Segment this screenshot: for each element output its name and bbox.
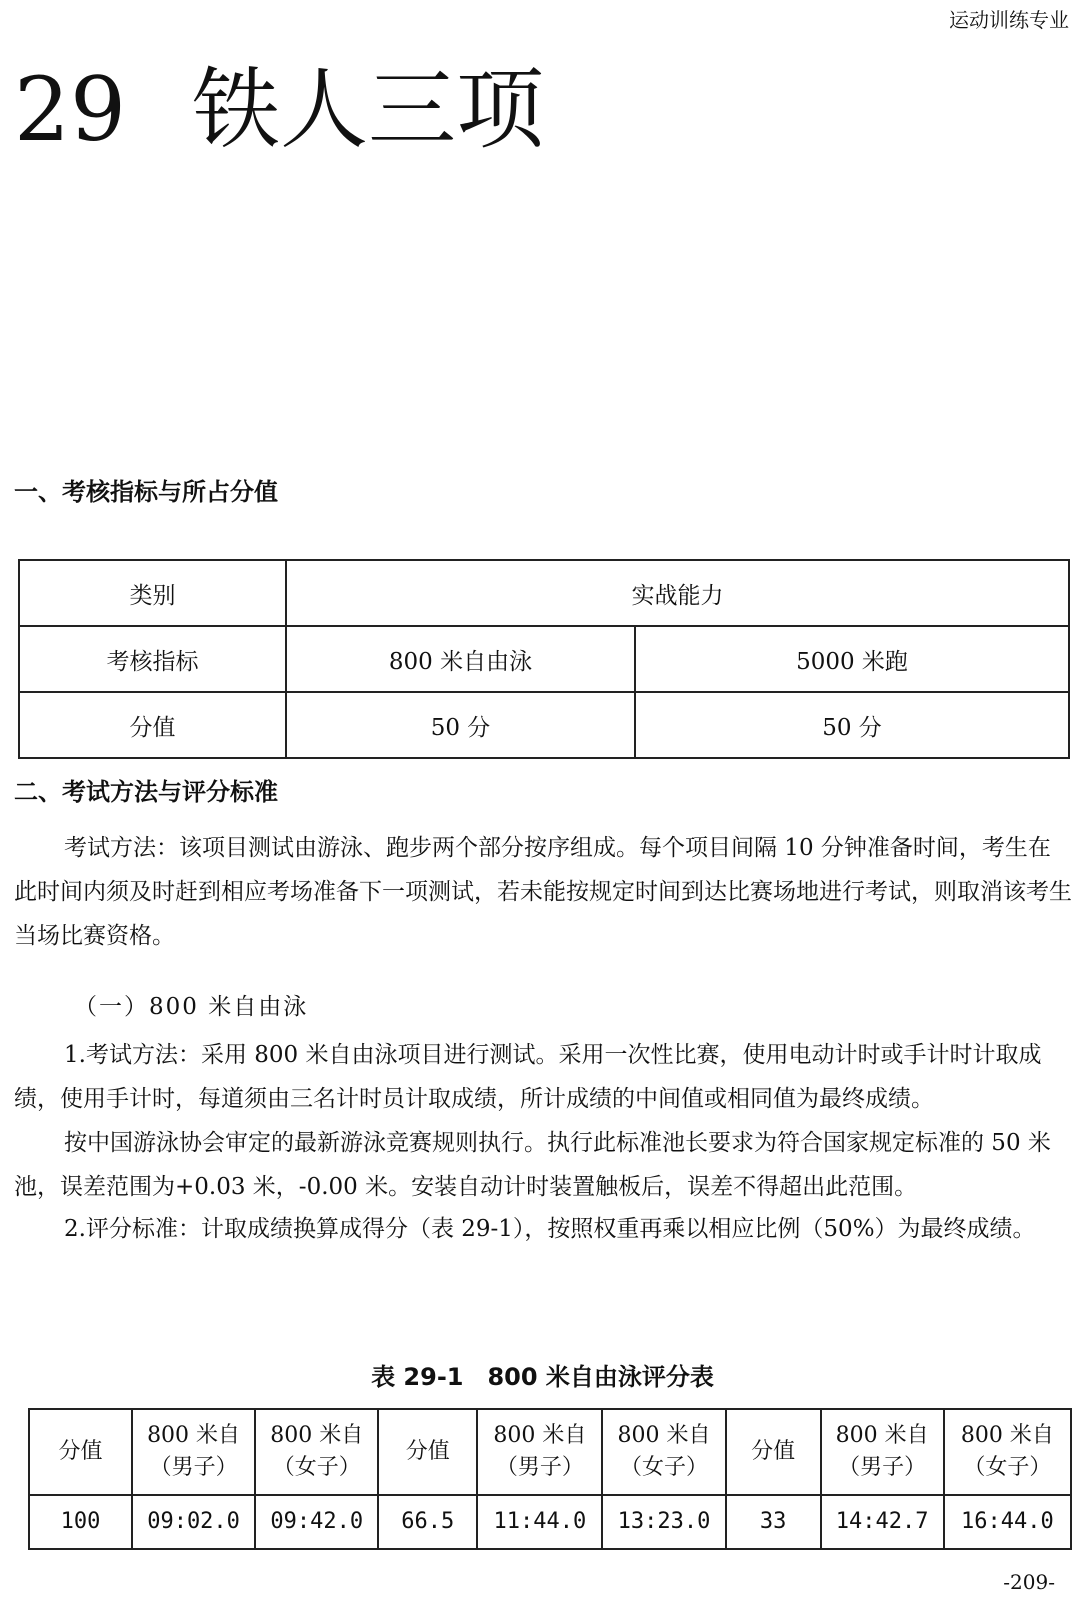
table-cell: 100	[29, 1495, 132, 1549]
table-cell: 33	[726, 1495, 821, 1549]
table-cell: 14:42.7	[821, 1495, 944, 1549]
score-table-header	[29, 1409, 132, 1495]
header-line: 800 米自	[960, 1423, 1054, 1448]
scoring-paragraph: 2.评分标准：计取成绩换算成得分（表 29-1），按照权重再乘以相应比例（50%）为最终成绩。	[64, 1216, 1036, 1242]
score-table-header	[477, 1409, 602, 1495]
table-cell: 50 分	[286, 692, 635, 758]
page-number: -209-	[1003, 1570, 1055, 1594]
table-cell: 16:44.0	[944, 1495, 1071, 1549]
header-line: 800 米自	[270, 1423, 364, 1448]
header-line: 分值	[58, 1439, 103, 1464]
score-table-header	[378, 1409, 477, 1495]
subsection-heading: （一）800 米自由泳	[74, 994, 309, 1020]
score-table-header	[821, 1409, 944, 1495]
table-cell: 13:23.0	[602, 1495, 725, 1549]
table-cell: 类别	[19, 560, 286, 626]
table-cell: 09:42.0	[255, 1495, 378, 1549]
header-line: （男子）	[838, 1455, 927, 1480]
chapter-name: 铁人三项	[192, 58, 545, 161]
header-line: 分值	[405, 1439, 450, 1464]
table-cell: 实战能力	[286, 560, 1069, 626]
header-line: 800 米自	[835, 1423, 929, 1448]
table-cell: 分值	[19, 692, 286, 758]
table-cell: 考核指标	[19, 626, 286, 692]
table-cell: 800 米自由泳	[286, 626, 635, 692]
score-table-header	[255, 1409, 378, 1495]
section2-heading: 二、考试方法与评分标准	[14, 778, 278, 806]
score-table-header	[726, 1409, 821, 1495]
rules-paragraph: 按中国游泳协会审定的最新游泳竞赛规则执行。执行此标准池长要求为符合国家规定标准的 50 米池，误差范围为+0.03 米，-0.00 米。安装自动计时装置触板后，误差不得超出此范围。	[14, 1130, 1051, 1200]
table-cell: 66.5	[378, 1495, 477, 1549]
table-caption: 表 29-1 800 米自由泳评分表	[371, 1363, 714, 1391]
score-table-header	[132, 1409, 255, 1495]
assessment-table	[18, 559, 1070, 759]
running-header: 运动训练专业	[949, 8, 1069, 32]
header-line: （女子）	[963, 1455, 1052, 1480]
table-cell: 11:44.0	[477, 1495, 602, 1549]
score-table	[28, 1408, 1072, 1550]
header-line: （男子）	[495, 1455, 584, 1480]
score-table-header	[602, 1409, 725, 1495]
header-line: （女子）	[272, 1455, 361, 1480]
header-line: 分值	[751, 1439, 796, 1464]
header-line: （男子）	[149, 1455, 238, 1480]
header-line: 800 米自	[147, 1423, 241, 1448]
chapter-number: 29	[14, 58, 126, 161]
method-paragraph: 1.考试方法：采用 800 米自由泳项目进行测试。采用一次性比赛，使用电动计时或手计时计取成绩，使用手计时，每道须由三名计时员计取成绩，所计成绩的中间值或相同值为最终成绩。	[14, 1042, 1042, 1112]
score-table-header	[944, 1409, 1071, 1495]
header-line: 800 米自	[617, 1423, 711, 1448]
table-cell: 5000 米跑	[635, 626, 1069, 692]
header-line: （女子）	[620, 1455, 709, 1480]
section1-heading: 一、考核指标与所占分值	[14, 478, 278, 506]
header-line: 800 米自	[493, 1423, 587, 1448]
table-cell: 09:02.0	[132, 1495, 255, 1549]
chapter-title	[14, 58, 545, 161]
table-cell: 50 分	[635, 692, 1069, 758]
intro-paragraph: 考试方法：该项目测试由游泳、跑步两个部分按序组成。每个项目间隔 10 分钟准备时间，考生在此时间内须及时赶到相应考场准备下一项测试，若未能按规定时间到达比赛场地进行考试，则取消该考生当场比赛资格。	[14, 835, 1072, 949]
table-row	[29, 1495, 1071, 1549]
